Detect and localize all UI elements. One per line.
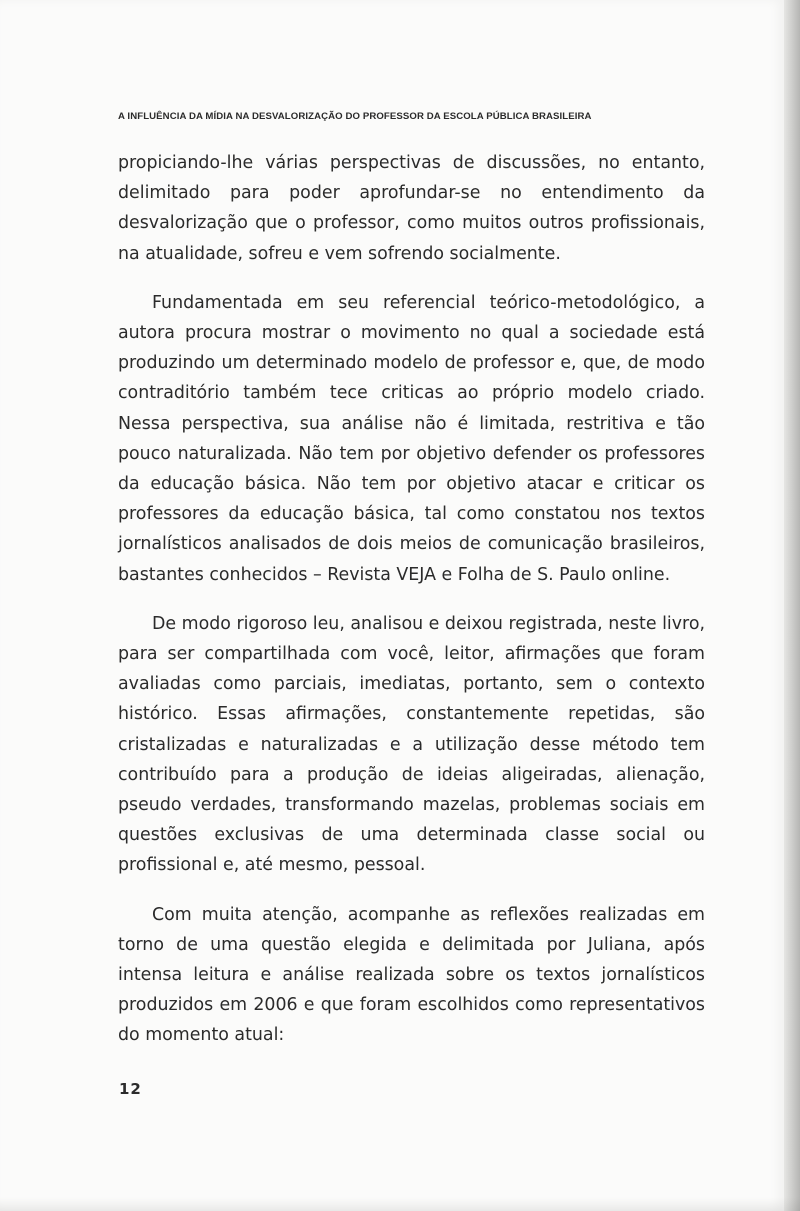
body-text — [118, 148, 705, 1070]
paragraph: Fundamentada em seu referencial teórico-metodológico, a autora procura mostrar o movimento no qual a sociedade está produzindo um determinado modelo de professor e, que, de modo contraditório também tece criticas ao próprio modelo criado. Nessa perspectiva, sua análise não é limitada, restritiva e tão pouco naturalizada. Não tem por objetivo defender os professores da educação básica. Não tem por objetivo atacar e criticar os professores da educação básica, tal como constatou nos textos jornalísticos analisados de dois meios de comunicação brasileiros, bastantes conhecidos – Revista VEJA e Folha de S. Paulo online. — [118, 292, 705, 585]
running-head: A INFLUÊNCIA DA MÍDIA NA DESVALORIZAÇÃO DO PROFESSOR DA ESCOLA PÚBLICA BRASILEIRA — [118, 111, 592, 122]
paragraph: De modo rigoroso leu, analisou e deixou registrada, neste livro, para ser compartilhada com você, leitor, afirmações que foram avaliadas como parciais, imediatas, portanto, sem o contexto histórico. Essas afirmações, constantemente repetidas, são cristalizadas e naturalizadas e a utilização desse método tem contribuído para a produção de ideias aligeiradas, alienação, pseudo verdades, transformando mazelas, problemas sociais em questões exclusivas de uma determinada classe social ou profissional e, até mesmo, pessoal. — [118, 613, 705, 876]
page-edge-shadow — [784, 0, 800, 1211]
page-bottom-shadow — [0, 1197, 800, 1211]
page-number: 12 — [119, 1080, 142, 1098]
paragraph: Com muita atenção, acompanhe as reflexões realizadas em torno de uma questão elegida e delimitada por Juliana, após intensa leitura e análise realizada sobre os textos jornalísticos produzidos em 2006 e que foram escolhidos como representativos do momento atual: — [118, 904, 705, 1046]
paragraph-continuation: propiciando-lhe várias perspectivas de discussões, no entanto, delimitado para poder aprofundar-se no entendimento da desvalorização que o professor, como muitos outros profissionais, na atualidade, sofreu e vem sofrendo socialmente. — [118, 153, 705, 264]
